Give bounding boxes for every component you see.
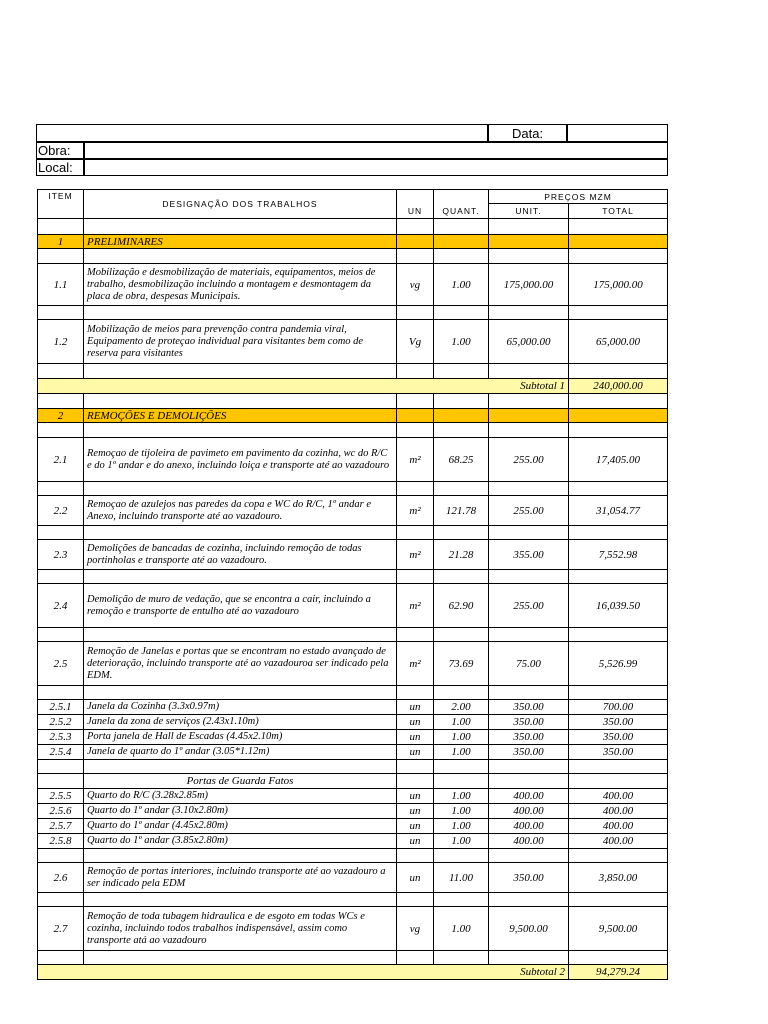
item-unit-price: 75.00 (489, 642, 569, 686)
header-divider (36, 141, 668, 143)
item-unit: m² (397, 642, 434, 686)
item-quantity: 11.00 (434, 863, 489, 893)
budget-table (37, 189, 668, 980)
item-total: 175,000.00 (569, 264, 668, 306)
table-row (38, 745, 668, 760)
spacer-row (38, 364, 668, 379)
item-quantity: 1.00 (434, 320, 489, 364)
item-description: Remoção de toda tubagem hidraulica e de esgoto em todas WCs e cozinha, incluindo todos trabalhos indispensável, assim como transporte atá ao vazadouro (84, 907, 397, 951)
subheading-label: Portas de Guarda Fatos (84, 774, 397, 789)
section-cell (489, 409, 569, 423)
item-description: Demolições de bancadas de cozinha, incluindo remoção de todas portinholas e transporte até ao vazadouro. (84, 540, 397, 570)
header-divider (36, 158, 668, 160)
item-quantity: 1.00 (434, 730, 489, 745)
item-unit-price: 65,000.00 (489, 320, 569, 364)
subheading-cell (489, 774, 569, 789)
spacer-row (38, 482, 668, 496)
item-unit-price: 255.00 (489, 496, 569, 526)
item-description: Quarto do 1º andar (3.10x2.80m) (84, 804, 397, 819)
item-number: 2.5.2 (38, 715, 84, 730)
item-quantity: 68.25 (434, 438, 489, 482)
spacer-row (38, 628, 668, 642)
subtotal-row (38, 379, 668, 394)
column-header-total: TOTAL (569, 204, 668, 219)
item-unit: m² (397, 584, 434, 628)
column-header-item: ITEM (38, 190, 84, 219)
local-label: Local: (38, 160, 73, 175)
column-header-un: UN (397, 204, 434, 219)
subheading-cell (397, 774, 434, 789)
item-description: Remoçao de azulejos nas paredes da copa e WC do R/C, 1º andar e Anexo, incluindo transporte até ao vazadouro. (84, 496, 397, 526)
item-total: 5,526.99 (569, 642, 668, 686)
item-description: Porta janela de Hall de Escadas (4.45x2.10m) (84, 730, 397, 745)
item-number: 2.5.6 (38, 804, 84, 819)
subheading-cell (569, 774, 668, 789)
item-total: 350.00 (569, 730, 668, 745)
item-number: 2.5.7 (38, 819, 84, 834)
item-unit-price: 255.00 (489, 584, 569, 628)
spacer-row (38, 423, 668, 438)
item-description: Remoção de portas interiores, incluindo transporte até ao vazadouro a ser indicado pela EDM (84, 863, 397, 893)
item-number: 2.5.3 (38, 730, 84, 745)
item-total: 350.00 (569, 715, 668, 730)
table-row (38, 264, 668, 306)
item-unit: un (397, 789, 434, 804)
spacer-row (38, 249, 668, 264)
spacer-row (38, 570, 668, 584)
table-row (38, 642, 668, 686)
spacer-row (38, 951, 668, 965)
item-unit: un (397, 715, 434, 730)
item-total: 16,039.50 (569, 584, 668, 628)
item-unit-price: 350.00 (489, 730, 569, 745)
item-description: Janela da zona de serviços (2.43x1.10m) (84, 715, 397, 730)
item-unit: m² (397, 438, 434, 482)
item-number: 2.4 (38, 584, 84, 628)
item-unit-price: 400.00 (489, 819, 569, 834)
table-row (38, 863, 668, 893)
item-quantity: 1.00 (434, 745, 489, 760)
section-cell (489, 235, 569, 249)
item-quantity: 21.28 (434, 540, 489, 570)
item-unit-price: 350.00 (489, 863, 569, 893)
item-total: 17,405.00 (569, 438, 668, 482)
item-unit: un (397, 730, 434, 745)
item-unit: Vg (397, 320, 434, 364)
table-row (38, 584, 668, 628)
table-row (38, 789, 668, 804)
item-unit-price: 350.00 (489, 715, 569, 730)
table-row (38, 496, 668, 526)
item-number: 2.7 (38, 907, 84, 951)
column-header-unit: UNIT. (489, 204, 569, 219)
item-quantity: 73.69 (434, 642, 489, 686)
item-unit: vg (397, 907, 434, 951)
table-row (38, 320, 668, 364)
section-cell (397, 409, 434, 423)
subtotal-value: 240,000.00 (569, 379, 668, 394)
item-description: Janela da Cozinha (3.3x0.97m) (84, 700, 397, 715)
table-row (38, 715, 668, 730)
table-row (38, 700, 668, 715)
spacer-row (38, 394, 668, 409)
item-unit-price: 400.00 (489, 789, 569, 804)
table-row (38, 834, 668, 849)
item-total: 400.00 (569, 819, 668, 834)
column-header-precos: PREÇOS MZM (489, 190, 668, 204)
table-row (38, 819, 668, 834)
item-number: 2.3 (38, 540, 84, 570)
item-unit: m² (397, 540, 434, 570)
item-unit: un (397, 700, 434, 715)
item-quantity: 1.00 (434, 264, 489, 306)
spacer-row (38, 760, 668, 774)
item-quantity: 1.00 (434, 804, 489, 819)
section-cell (397, 235, 434, 249)
section-number: 1 (38, 235, 84, 249)
table-row (38, 730, 668, 745)
item-quantity: 1.00 (434, 819, 489, 834)
data-label: Data: (512, 126, 544, 141)
item-total: 350.00 (569, 745, 668, 760)
section-cell (434, 409, 489, 423)
item-quantity: 1.00 (434, 715, 489, 730)
item-quantity: 1.00 (434, 907, 489, 951)
table-row (38, 540, 668, 570)
item-number: 2.5 (38, 642, 84, 686)
header-divider (566, 124, 568, 142)
item-number: 2.5.8 (38, 834, 84, 849)
item-unit-price: 400.00 (489, 834, 569, 849)
column-header-designacao: DESIGNAÇÃO DOS TRABALHOS (84, 190, 397, 219)
item-description: Mobilização e desmobilização de materiais, equipamentos, meios de trabalho, desmobilização incluindo a montagem e desmontagem da placa de obra, despesas Municipais. (84, 264, 397, 306)
item-quantity: 62.90 (434, 584, 489, 628)
spacer-row (38, 306, 668, 320)
obra-label: Obra: (38, 143, 71, 158)
item-number: 2.1 (38, 438, 84, 482)
section-row (38, 235, 668, 249)
item-total: 400.00 (569, 834, 668, 849)
subtotal-label: Subtotal 2 (38, 965, 569, 980)
item-unit: un (397, 834, 434, 849)
item-total: 7,552.98 (569, 540, 668, 570)
item-total: 400.00 (569, 804, 668, 819)
subheading-cell (434, 774, 489, 789)
item-unit: un (397, 745, 434, 760)
item-total: 9,500.00 (569, 907, 668, 951)
spacer-row (38, 526, 668, 540)
item-unit-price: 255.00 (489, 438, 569, 482)
item-total: 400.00 (569, 789, 668, 804)
item-number: 1.1 (38, 264, 84, 306)
column-header-row (38, 190, 668, 204)
item-number: 2.5.5 (38, 789, 84, 804)
item-description: Remoção de Janelas e portas que se encontram no estado avançado de deterioração, incluindo transporte até ao vazadouroa ser indicado pela EDM. (84, 642, 397, 686)
item-quantity: 121.78 (434, 496, 489, 526)
spacer-row (38, 219, 668, 235)
item-unit: un (397, 863, 434, 893)
spacer-row (38, 893, 668, 907)
section-cell (434, 235, 489, 249)
item-description: Janela de quarto do 1º andar (3.05*1.12m) (84, 745, 397, 760)
table-row (38, 907, 668, 951)
item-description: Quarto do 1º andar (3.85x2.80m) (84, 834, 397, 849)
section-title: REMOÇÕES E DEMOLIÇÕES (84, 409, 397, 423)
column-header-quant: QUANT. (434, 204, 489, 219)
item-description: Demolição de muro de vedação, que se encontra a cair, incluindo a remoção e transporte de entulho até ao vazadouro (84, 584, 397, 628)
header-divider (487, 124, 489, 142)
item-unit: un (397, 819, 434, 834)
item-number: 1.2 (38, 320, 84, 364)
section-number: 2 (38, 409, 84, 423)
item-number: 2.6 (38, 863, 84, 893)
subheading-row (38, 774, 668, 789)
subtotal-label: Subtotal 1 (38, 379, 569, 394)
item-quantity: 1.00 (434, 834, 489, 849)
document-header (36, 124, 668, 176)
item-total: 65,000.00 (569, 320, 668, 364)
item-number: 2.5.4 (38, 745, 84, 760)
item-unit-price: 400.00 (489, 804, 569, 819)
section-row (38, 409, 668, 423)
subheading-spacer (38, 774, 84, 789)
item-unit-price: 350.00 (489, 745, 569, 760)
item-unit-price: 175,000.00 (489, 264, 569, 306)
item-number: 2.2 (38, 496, 84, 526)
table-row (38, 438, 668, 482)
section-cell (569, 409, 668, 423)
section-cell (569, 235, 668, 249)
spacer-row (38, 686, 668, 700)
item-unit-price: 355.00 (489, 540, 569, 570)
section-title: PRELIMINARES (84, 235, 397, 249)
item-description: Quarto do R/C (3.28x2.85m) (84, 789, 397, 804)
item-description: Mobilização de meios para prevenção contra pandemia viral, Equipamento de proteçao individual para visitantes bem como de reserva para visitantes (84, 320, 397, 364)
item-total: 3,850.00 (569, 863, 668, 893)
item-total: 31,054.77 (569, 496, 668, 526)
item-unit: vg (397, 264, 434, 306)
item-total: 700.00 (569, 700, 668, 715)
item-unit: m² (397, 496, 434, 526)
table-row (38, 804, 668, 819)
subtotal-row (38, 965, 668, 980)
header-divider (83, 141, 85, 176)
spacer-row (38, 849, 668, 863)
item-quantity: 2.00 (434, 700, 489, 715)
item-description: Quarto do 1º andar (4.45x2.80m) (84, 819, 397, 834)
item-number: 2.5.1 (38, 700, 84, 715)
item-unit: un (397, 804, 434, 819)
subtotal-value: 94,279.24 (569, 965, 668, 980)
item-unit-price: 350.00 (489, 700, 569, 715)
item-unit-price: 9,500.00 (489, 907, 569, 951)
item-quantity: 1.00 (434, 789, 489, 804)
item-description: Remoçao de tijoleira de pavimeto em pavimento da cozinha, wc do R/C e do 1º andar e do anexo, incluindo loiça e transporte até ao vazadouro (84, 438, 397, 482)
